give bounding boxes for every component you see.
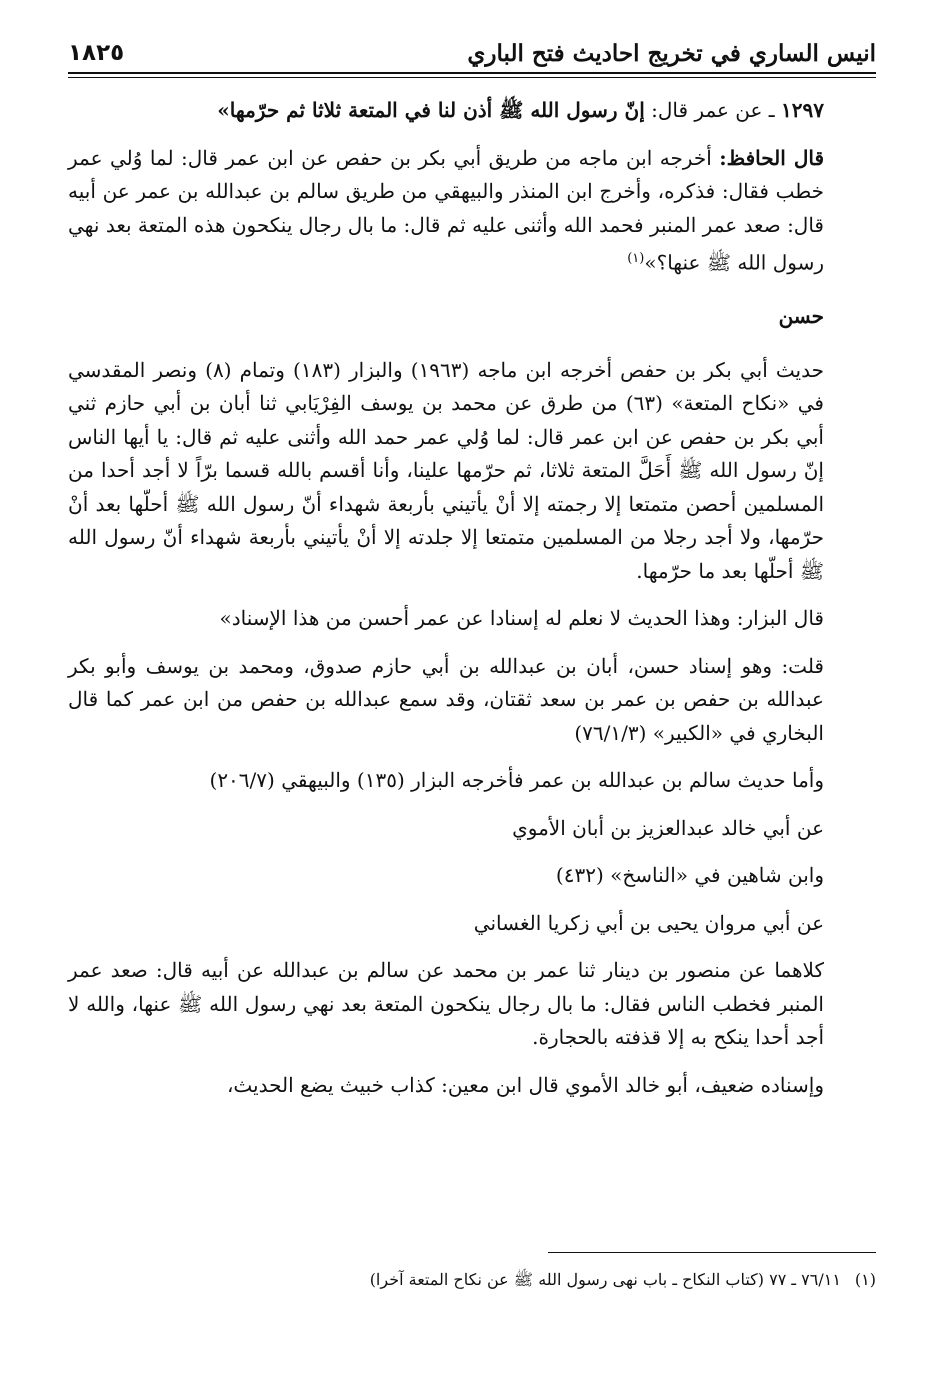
footnote-reference: (١) (627, 251, 645, 266)
header-rule (68, 72, 876, 74)
header-rule-thin (68, 77, 876, 78)
paragraph-isnad-daif: وإسناده ضعيف، أبو خالد الأموي قال ابن معين: كذاب خبيث يضع الحديث، (226, 1072, 824, 1097)
hafiz-text: أخرجه ابن ماجه من طريق أبي بكر بن حفص عن ابن عمر قال: لما وُلي عمر خطب فقال: فذكره، وأخرج ابن المنذر والبيهقي من طريق سالم بن عبدالله بن عمر عن أبيه قال: صعد عمر المنبر فحمد الله وأثنى عليه ثم قال: ما بال رجال ينكحون هذه المتعة بعد نهي رسول الله ﷺ عنها؟» (68, 145, 824, 275)
paragraph-qultu: قلت: وهو إسناد حسن، أبان بن عبدالله بن أبي حازم صدوق، ومحمد بن يوسف وأبو بكر عبدالله بن حفص بن عمر بن سعد ثقتان، وقد سمع عبدالله بن حفص من ابن عمر كما قال البخاري في «الكبير» (٧٦/١/٣) (68, 653, 824, 745)
paragraph-abubakr: حديث أبي بكر بن حفص أخرجه ابن ماجه (١٩٦٣) والبزار (١٨٣) وتمام (٨) ونصر المقدسي في «نكاح المتعة» (٦٣) من طرق عن محمد بن يوسف الفِرْيَابي ثنا أبان بن أبي حازم ثني أبي بكر بن حفص عن ابن عمر قال: لما وُلي عمر حمد الله وأثنى عليه ثم قال: يا أيها الناس إنّ رسول الله ﷺ أَحَلَّ المتعة ثلاثا، ثم حرّمها علينا، وأنا أقسم بالله قسما برّاً لا أجد أحدا من المسلمين أحصن متمتعا إلا رجمته إلا أنْ يأتيني بأربعة شهداء أنّ رسول الله ﷺ أحلّها بعد أنْ حرّمها، ولا أجد رجلا من المسلمين متمتعا إلا جلدته إلا أنْ يأتيني بأربعة شهداء أنّ رسول الله ﷺ أحلّها بعد ما حرّمها. (68, 357, 824, 583)
paragraph-kilahuma: كلاهما عن منصور بن دينار ثنا عمر بن محمد عن سالم بن عبدالله عن أبيه قال: صعد عمر المنبر فخطب الناس فقال: ما بال رجال ينكحون المتعة بعد نهي رسول الله ﷺ عنها، والله لا أجد أحدا ينكح به إلا قذفته بالحجارة. (68, 958, 825, 1050)
hadith-text: إنّ رسول الله ﷺ أذن لنا في المتعة ثلاثا ثم حرّمها» (217, 98, 645, 122)
hadith-number: ١٢٩٧ (781, 98, 824, 122)
hafiz-label: قال الحافظ: (719, 145, 825, 170)
grade-heading: حسن (778, 304, 824, 329)
book-title: انيس الساري في تخريج احاديث فتح الباري (467, 39, 876, 67)
footnote-number: (١) (854, 1270, 876, 1289)
hadith-intro: ـ عن عمر قال: (644, 98, 782, 122)
footnote-rule (548, 1252, 876, 1253)
main-text (68, 94, 876, 1102)
chain-abu-khalid: عن أبي خالد عبدالعزيز بن أبان الأموي (512, 815, 824, 840)
hadith-line (68, 94, 876, 128)
footnote-text: ٧٦/١١ ـ ٧٧ (كتاب النكاح ـ باب نهى رسول الله ﷺ عن نكاح المتعة آخرا) (369, 1270, 841, 1289)
paragraph-bazzar: قال البزار: وهذا الحديث لا نعلم له إسنادا عن عمر أحسن من هذا الإسناد» (219, 606, 824, 631)
chain-abu-marwan: عن أبي مروان يحيى بن أبي زكريا الغساني (473, 910, 824, 935)
page-number: ١٨٢٥ (68, 40, 125, 66)
footnote (68, 1268, 876, 1292)
hafiz-paragraph (68, 142, 876, 281)
book-page (68, 30, 876, 1360)
running-header (68, 30, 876, 76)
paragraph-salim: وأما حديث سالم بن عبدالله بن عمر فأخرجه البزار (١٣٥) والبيهقي (٢٠٦/٧) (209, 768, 824, 793)
chain-ibn-shahin: وابن شاهين في «الناسخ» (٤٣٢) (555, 863, 824, 888)
